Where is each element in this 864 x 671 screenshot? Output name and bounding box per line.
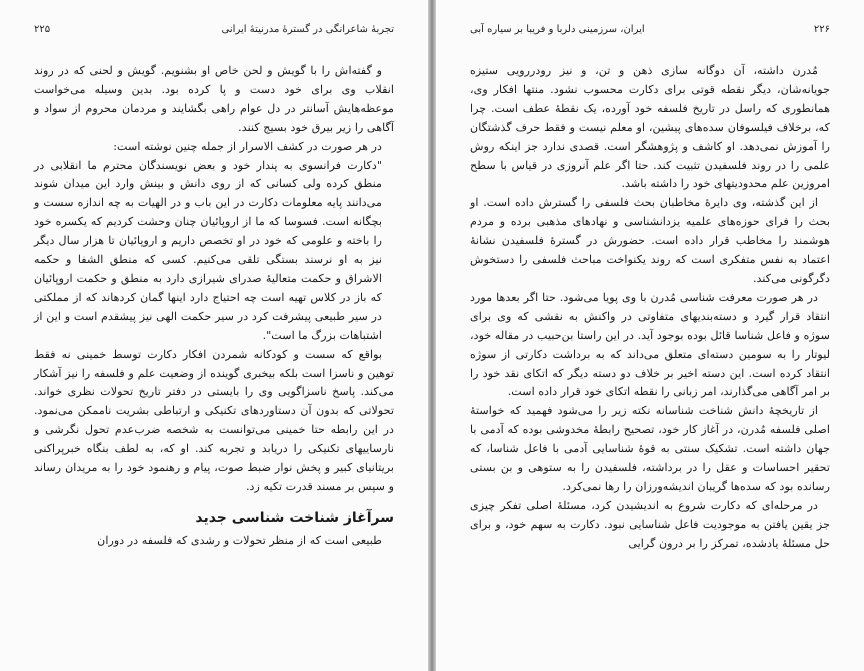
paragraph: مُدرن داشته، آن دوگانه سازی ذهن و تن، و نیز رودررویی ستیزه جویانه‌شان، دیگر نقطه قوتی برای دکارت محسوب نشود. منتها افکار وی، همانطوری که راسل در تاریخ فلسفه خود آورده، یک نقطهٔ عطف است. چرا که، برخلاف فیلسوفان سده‌های پیشین، او معلم نیست و فقط حرف گذشتگان را آموزش نمی‌دهد. او کاشف و پژوهشگر است. قصدی ندارد جز اینکه روش علمی را در روند فلسفیدن تثبیت کند. حتا اگر علم آنروزی در قیاس با سطح امروزین علم محدودیتهای خود را داشته باشد. <box>470 64 830 191</box>
right-page-body <box>470 62 830 653</box>
running-title: تجربهٔ شاعرانگی در گسترهٔ مدرنیتهٔ ایرانی <box>221 24 394 35</box>
right-page-header <box>470 24 830 40</box>
paragraph: در هر صورت معرفت شناسی مُدرن با وی پویا می‌شود. حتا اگر بعدها مورد انتقاد قرار گیرد و دسته‌بندیهای متفاوتی در واکنش به نقشی که وی برای سوژه و فاعل شناسا قائل بوده بوجود آید. در این راستا بن‌حبیب در مقاله خود، لیوتار را به سومین دسته‌ای متعلق می‌داند که به برداشت دکارتی از سوژه انتقاد کرده است. این دسته اخیر بر خلاف دو دسته دیگر که اتکای نقد خود را بر امر آگاهی می‌گذارند، امر زبانی را نقطه اتکای خود قرار داده است. <box>470 290 830 399</box>
paragraph: طبیعی است که از منظر تحولات و رشدی که فلسفه در دوران <box>97 533 382 547</box>
paragraph: در هر صورت در کشف الاسرار از جمله چنین نوشته است: <box>113 139 382 153</box>
block-quote: "دکارت فرانسوی به پندار خود و بعض نویسندگان محترم ما انقلابی در منطق کرده ولی کسانی که از روی دانش و بینش وارد این میدان شوند می‌دانند پایه معلومات دکارت در این باب و در الهیات به چه اندازه سست و بچگانه است. فسوسا که ما از اروپائیان چنان وحشت کردیم که یکسره خود را باخته و علومی که خود در او تخصص داریم و اروپائیان تا هزار سال دیگر نیز به او نرسند بستگی تلقی می‌کنیم. کسی که منطق الشفا و حکمه الاشراق و حکمت متعالیهٔ صدرای شیرازی دارد به منطق و حکمت اروپائیان که باز در کلاس تهیه است چه احتیاج دارد اینها گمان کردهاند که از مملکتی در سیر طبیعی پیشرفت کرد در سیر حکمت الهی نیز پیشقدم است و این از اشتباهات بزرگ ما است". <box>34 158 382 342</box>
right-page <box>436 0 864 671</box>
paragraph: از تاریخچهٔ دانش شناخت شناسانه نکته زیر را می‌شود فهمید که خواستهٔ اصلی فلسفه مُدرن، در آغاز کار خود، تصحیح رابطهٔ مخدوشی بوده که آدمی با جهان داشته است. تشکیک سنتی به قوهٔ شناسایی آدمی با فاعل شناسا، که تحقیر احساسات و عقل را در برداشته، فلسفیدن را به ستوهی و بن بستی رسانده بود که سده‌ها گریبان اندیشه‌ورزان را رها نمی‌کرد. <box>470 404 830 493</box>
book-gutter <box>428 0 436 671</box>
left-page-header <box>34 24 394 40</box>
left-page-body <box>34 62 394 653</box>
page-number: ۲۲۶ <box>813 24 830 35</box>
paragraph: و گفته‌اش را با گویش و لحن خاص او بشنویم. گویش و لحنی که در روند انقلاب وی برای خود دست و پا کرده بود. بدین وسیله می‌خواست موعظه‌هایش آسانتر در دل عوام راهی بگشایند و مردمان محروم از سواد و آگاهی را زیر بیرق خود بسیج کنند. <box>34 64 394 134</box>
left-page <box>0 0 428 671</box>
section-heading: سرآغاز شناخت شناسی جدید <box>195 509 394 526</box>
running-title: ایران، سرزمینی دلربا و فریبا بر سیاره آبی <box>470 24 645 35</box>
paragraph: از این گذشته، وی دایرهٔ مخاطبان بحث فلسفی را گسترش داده است. او بحث را فرای حوزه‌های علمیه یزدانشناسی و نهادهای مذهبی برده و مردم هوشمند را مخاطب قرار داده است. حضورش در گسترهٔ فلسفیدن نشانهٔ اعتماد به نفس متفکری است که روند یکنواخت مباحث فلسفی را دستخوش دگرگونی می‌کند. <box>470 196 830 285</box>
paragraph: بواقع که سست و کودکانه شمردن افکار دکارت توسط خمینی نه فقط توهین و ناسزا است بلکه بیخبری گوینده از وضعیت علم و فلسفه را نیز آشکار می‌کند. پاسخ ناسزاگویی وی را بایستی در دفتر تاریخ تحولات نظری خواند. تحولاتی که بدون آن دستاوردهای تکنیکی و ارتباطی بشریت ناممکن می‌نمود. در این رابطه حتا خمینی می‌توانست به شخصه ضرب‌عدم تحول نگرشی و نارساییهای تکنیکی را دریابد و تجربه کند. او که، به لطف بنگاه خبرپراکنی بریتانیای کبیر و پخش نوار ضبط صوت، پیام و رهنمود خود را به مریدان رساند و سپس بر مسند قدرت تکیه زد. <box>34 347 394 493</box>
paragraph: در مرحله‌ای که دکارت شروع به اندیشیدن کرد، مسئلهٔ اصلی تفکر چیزی جز یقین یافتن به موجودیت فاعل شناسایی نبود. دکارت به سهم خود، و برای حل مسئلهٔ یادشده، تمرکز را بر درون گرایی <box>470 498 830 550</box>
page-number: ۲۲۵ <box>34 24 51 35</box>
